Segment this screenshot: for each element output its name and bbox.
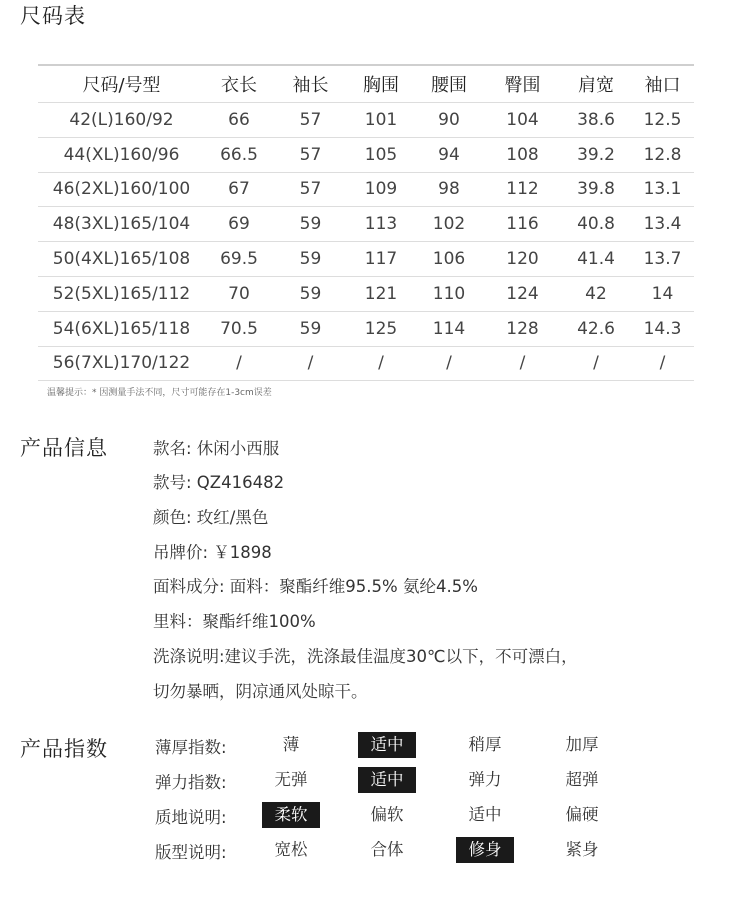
measurement-note: 温馨提示：* 因测量手法不同，尺寸可能存在1-3cm误差 xyxy=(47,388,272,398)
table-cell: 67 xyxy=(205,172,273,207)
table-cell: 57 xyxy=(273,172,348,207)
table-row xyxy=(38,207,694,242)
table-cell: 59 xyxy=(273,311,348,346)
index-option: 弹力 xyxy=(468,770,502,789)
info-price: 吊牌价: ￥1898 xyxy=(153,543,272,562)
table-cell: 108 xyxy=(484,137,561,172)
table-cell: 14 xyxy=(631,276,694,311)
table-cell: 66 xyxy=(205,103,273,138)
table-cell: 66.5 xyxy=(205,137,273,172)
table-cell: 104 xyxy=(484,103,561,138)
product-info-title: 产品信息 xyxy=(20,436,108,460)
page-title: 尺码表 xyxy=(20,4,86,28)
index-row-thickness xyxy=(155,732,675,758)
table-row xyxy=(38,346,694,381)
table-cell: 102 xyxy=(414,207,484,242)
table-cell: 52(5XL)165/112 xyxy=(38,276,205,311)
index-option: 加厚 xyxy=(565,735,599,754)
table-cell: 113 xyxy=(348,207,414,242)
table-cell: 39.8 xyxy=(561,172,631,207)
table-cell: 106 xyxy=(414,242,484,277)
index-option: 紧身 xyxy=(565,840,599,859)
table-cell: / xyxy=(273,346,348,381)
header-size: 尺码/号型 xyxy=(38,65,205,103)
table-cell: 14.3 xyxy=(631,311,694,346)
table-cell: 116 xyxy=(484,207,561,242)
table-cell: 48(3XL)165/104 xyxy=(38,207,205,242)
table-cell: 110 xyxy=(414,276,484,311)
info-fabric: 面料成分: 面料：聚酯纤维95.5% 氨纶4.5% xyxy=(153,577,478,596)
table-cell: 128 xyxy=(484,311,561,346)
table-cell: 12.8 xyxy=(631,137,694,172)
index-option: 薄 xyxy=(282,735,300,754)
header-sleeve: 袖长 xyxy=(273,65,348,103)
table-cell: 41.4 xyxy=(561,242,631,277)
index-option: 偏软 xyxy=(370,805,404,824)
header-hip: 臀围 xyxy=(484,65,561,103)
table-cell: 42.6 xyxy=(561,311,631,346)
index-row-texture xyxy=(155,802,675,828)
table-cell: 70.5 xyxy=(205,311,273,346)
table-cell: 42 xyxy=(561,276,631,311)
index-option-selected: 柔软 xyxy=(262,802,320,828)
index-label: 版型说明: xyxy=(155,843,227,862)
table-row xyxy=(38,276,694,311)
table-cell: 13.7 xyxy=(631,242,694,277)
table-cell: 13.1 xyxy=(631,172,694,207)
table-cell: 70 xyxy=(205,276,273,311)
index-row-elasticity xyxy=(155,767,675,793)
table-cell: 44(XL)160/96 xyxy=(38,137,205,172)
index-option: 偏硬 xyxy=(565,805,599,824)
index-label: 质地说明: xyxy=(155,808,227,827)
index-option: 宽松 xyxy=(274,840,308,859)
table-cell: 117 xyxy=(348,242,414,277)
table-row xyxy=(38,172,694,207)
table-cell: 56(7XL)170/122 xyxy=(38,346,205,381)
table-row xyxy=(38,242,694,277)
product-index-title: 产品指数 xyxy=(20,737,108,761)
table-cell: 42(L)160/92 xyxy=(38,103,205,138)
index-option-selected: 修身 xyxy=(456,837,514,863)
index-option-selected: 适中 xyxy=(358,767,416,793)
table-row xyxy=(38,311,694,346)
table-cell: / xyxy=(205,346,273,381)
index-row-fit xyxy=(155,837,675,863)
table-cell: / xyxy=(348,346,414,381)
info-color: 颜色: 玫红/黑色 xyxy=(153,508,269,527)
table-cell: 90 xyxy=(414,103,484,138)
index-option-selected: 适中 xyxy=(358,732,416,758)
header-cuff: 袖口 xyxy=(631,65,694,103)
table-cell: 125 xyxy=(348,311,414,346)
index-label: 薄厚指数: xyxy=(155,738,227,757)
index-option: 超弹 xyxy=(565,770,599,789)
table-cell: 124 xyxy=(484,276,561,311)
table-cell: 121 xyxy=(348,276,414,311)
header-shoulder: 肩宽 xyxy=(561,65,631,103)
table-cell: 69.5 xyxy=(205,242,273,277)
table-cell: 46(2XL)160/100 xyxy=(38,172,205,207)
index-option: 合体 xyxy=(370,840,404,859)
info-style-number: 款号: QZ416482 xyxy=(153,473,285,492)
table-cell: 94 xyxy=(414,137,484,172)
table-cell: 112 xyxy=(484,172,561,207)
table-cell: 109 xyxy=(348,172,414,207)
index-label: 弹力指数: xyxy=(155,773,227,792)
header-length: 衣长 xyxy=(205,65,273,103)
table-cell: / xyxy=(561,346,631,381)
table-cell: 105 xyxy=(348,137,414,172)
table-cell: 120 xyxy=(484,242,561,277)
table-cell: 39.2 xyxy=(561,137,631,172)
info-washing-cont: 切勿暴晒，阴凉通风处晾干。 xyxy=(153,682,368,701)
table-cell: 69 xyxy=(205,207,273,242)
index-option: 稍厚 xyxy=(468,735,502,754)
table-cell: 59 xyxy=(273,207,348,242)
table-cell: 38.6 xyxy=(561,103,631,138)
table-cell: 98 xyxy=(414,172,484,207)
table-row xyxy=(38,103,694,138)
table-header-row xyxy=(38,65,694,103)
info-washing: 洗涤说明:建议手洗，洗涤最佳温度30℃以下，不可漂白， xyxy=(153,647,578,666)
table-cell: 59 xyxy=(273,242,348,277)
table-cell: / xyxy=(631,346,694,381)
table-cell: 57 xyxy=(273,103,348,138)
table-row xyxy=(38,137,694,172)
table-cell: 114 xyxy=(414,311,484,346)
index-option: 无弹 xyxy=(274,770,308,789)
table-cell: 50(4XL)165/108 xyxy=(38,242,205,277)
table-cell: / xyxy=(484,346,561,381)
header-waist: 腰围 xyxy=(414,65,484,103)
info-lining: 里料：聚酯纤维100% xyxy=(153,612,316,631)
table-cell: 54(6XL)165/118 xyxy=(38,311,205,346)
info-name: 款名: 休闲小西服 xyxy=(153,439,280,458)
index-option: 适中 xyxy=(468,805,502,824)
header-chest: 胸围 xyxy=(348,65,414,103)
table-cell: 57 xyxy=(273,137,348,172)
table-cell: 59 xyxy=(273,276,348,311)
table-cell: 12.5 xyxy=(631,103,694,138)
size-table xyxy=(38,64,694,381)
table-cell: / xyxy=(414,346,484,381)
table-cell: 13.4 xyxy=(631,207,694,242)
table-cell: 101 xyxy=(348,103,414,138)
table-cell: 40.8 xyxy=(561,207,631,242)
